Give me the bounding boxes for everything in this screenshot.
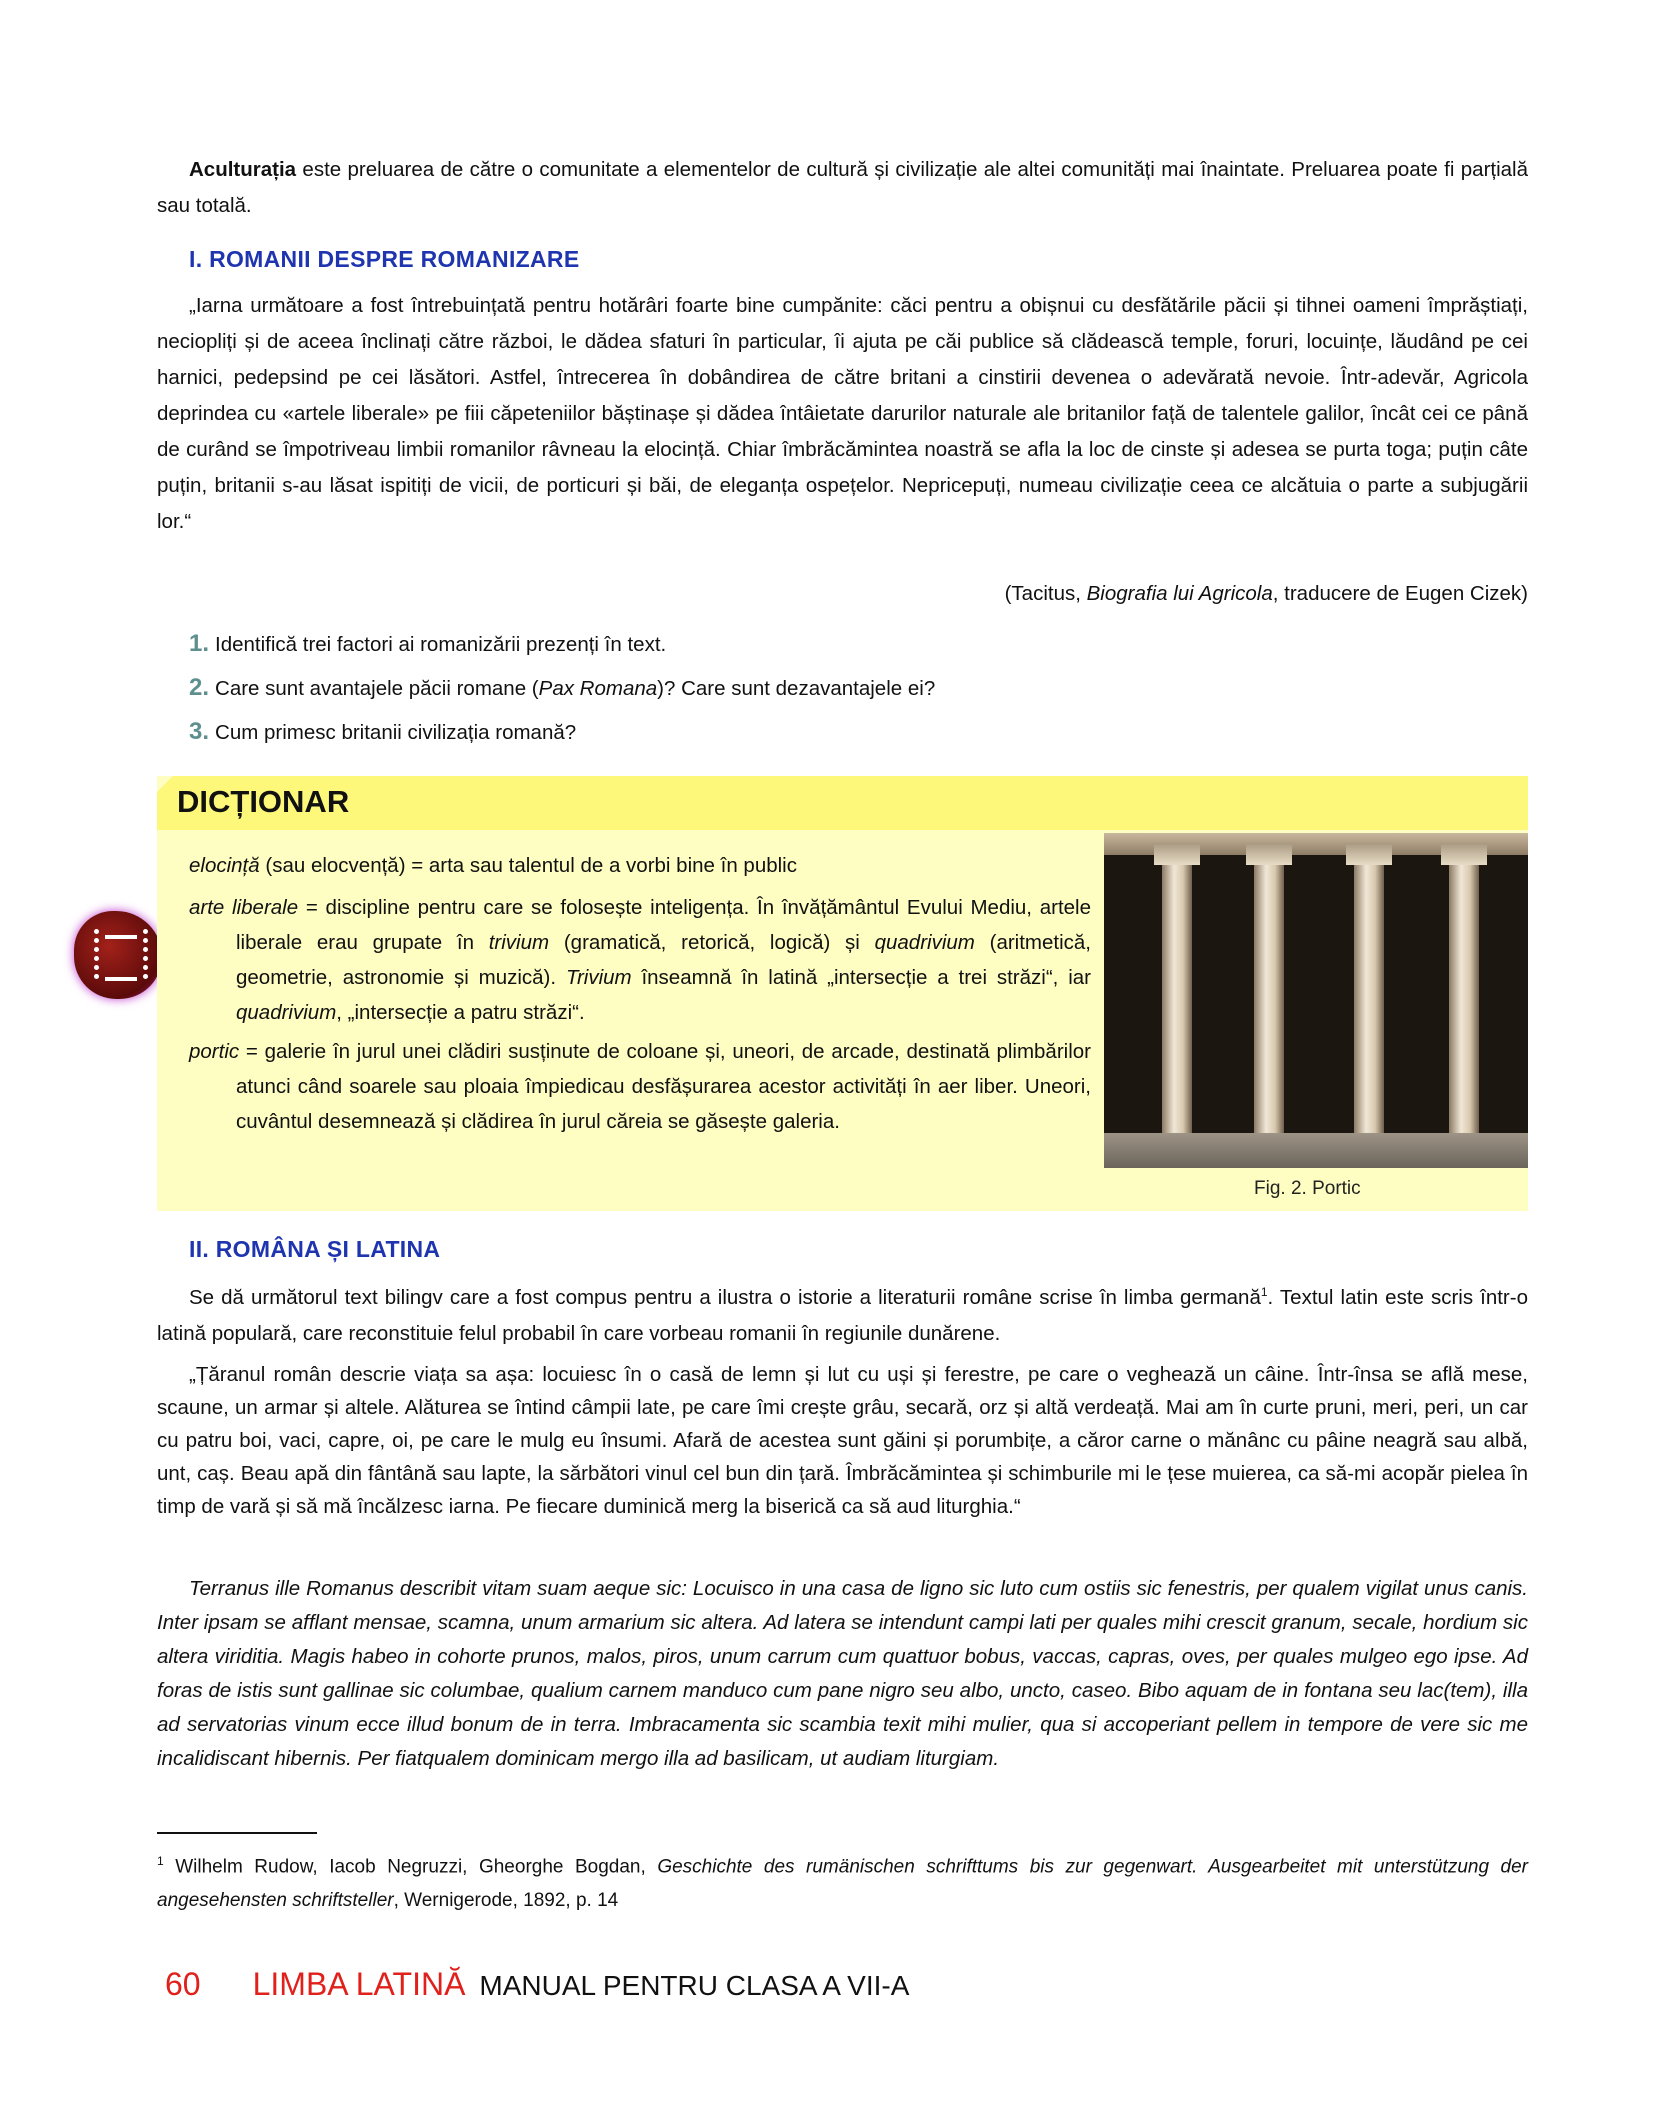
latin-text: Terranus ille Romanus describit vitam suam aeque sic: Locuisco in una casa de ligno sic luto cum ostiis sic fenestris, per qualem vigilat unus canis. Inter ipsam se afflant mensae, scamna, unum armarium sic altera. Ad latera se intendunt campi lati per quales mihi crescit granum, secale, hordium sic altera viriditia. Magis habeo in cohorte prunos, malos, piros, unum carrum cum quattuor bobus, vaccas, capras, oves, per quales mulgeo ego ipse. Ad foras de istis sunt gallinae sic columbae, qualium carnem manduco cum pane nigro seu albo, uncto, caseo. Bibo aquam de in fontana seu lac(tem), illa ad servatorias vinum ecce illud bonum de in terra. Imbracamenta sic scambia texit mihi mulier, qua si accoperiant pellem in tempore de vere sic me incalidiscant hibernis. Per fiatqualem dominicam mergo illa ad basilicam, ut audiam liturgiam. (157, 1577, 1528, 1770)
romanian-text: „Țăranul român descrie viața sa așa: locuiesc în o casă de lemn și lut cu uși și ferestre, pe care o veghează un câine. Într-însa se află mese, scaune, un armar și altele. Alăturea se întind câmpii late, pe care îmi crește grâu, secară, orz și altă verdeață. Mai am în curte pruni, meri, peri, un car cu patru boi, vaci, capre, oi, pe care le mulg eu însumi. Afară de acestea sunt găini și porumbițe, a căror carne o mănânc cu pâine neagră sau albă, unt, caș. Beau apă din fântână sau lapte, la sărbători vinul cel bun din țară. Îmbrăcămintea și schimburile mi le țese muierea, ca să-mi acopăr pielea în timp de vară și să mă încălzesc iarna. Pe fiecare duminică merg la biserică ca să aud liturghia.“ (157, 1363, 1528, 1518)
question-number: 3. (189, 718, 210, 745)
page-number: 60 (165, 1966, 201, 2002)
dictionary-entry-portic: portic = galerie în jurul unei clădiri susținute de coloane și, uneori, de arcade, destinată plimbărilor atunci când soarele sau ploaia împiedicau desfășurarea acestor activități în aer liber. Uneori, cuvântul desemnează și clădirea în jurul căreia se găsește galeria. (189, 1040, 1091, 1133)
dictionary-entry-arte-liberale: arte liberale = discipline pentru care se folosește inteligența. În învățământul Evului Mediu, artele liberale erau grupate în trivium (gramatică, retorică, logică) și quadrivium (aritmetică, geometrie, astronomie și muzică). Trivium înseamnă în latină „intersecție a trei străzi“, iar quadrivium, „intersecție a patru străzi“. (189, 896, 1091, 1024)
footer-subject: LIMBA LATINĂ (252, 1966, 466, 2002)
section-heading-romana-latina: II. ROMÂNA ȘI LATINA (189, 1236, 441, 1262)
dictionary-box (157, 776, 1528, 1211)
question-number: 2. (189, 674, 210, 701)
tacitus-quote: „Iarna următoare a fost întrebuințată pentru hotărâri foarte bine cumpănite: căci pentru a obișnui cu desfătările păcii și tihnei oameni împrăștiați, neciopliți și de aceea înclinați către război, le dădea sfaturi în particular, îi ajuta pe căi publice să clădească temple, foruri, locuințe, lăudând pe cei harnici, pedepsind pe cei lăsători. Astfel, întrecerea în dobândirea de către britani a cinstirii devenea o adevărată nevoie. Într-adevăr, Agricola deprindea cu «artele liberale» pe fiii căpeteniilor băștinașe și dădea întâietate darurilor naturale ale britanilor față de talentele galilor, încât cei ce până de curând se împotriveau limbii romanilor râvneau la elocință. Chiar îmbrăcămintea noastră se afla la loc de cinste și adesea se purta toga; puțin câte puțin, britanii s-au lăsat ispitiți de vicii, de porticuri și băi, de eleganța ospețelor. Nepricepuți, numeau civilizație ceea ce alcătuia o parte a subjugării lor.“ (157, 294, 1528, 533)
footnote-divider (157, 1832, 317, 1834)
section-heading-romanization: I. ROMANII DESPRE ROMANIZARE (189, 246, 580, 272)
intro-text: este preluarea de către o comunitate a elementelor de cultură și civilizație ale altei comunități mai înaintate. Preluarea poate fi parțială sau totală. (157, 158, 1528, 217)
footnote-ref[interactable]: 1 (1260, 1285, 1268, 1299)
question-3: 3. Cum primesc britanii civilizația romană? (189, 718, 577, 745)
question-2: 2. Care sunt avantajele păcii romane (Pax Romana)? Care sunt dezavantajele ei? (189, 674, 936, 701)
page-footer (165, 1966, 909, 2003)
dictionary-title: DICȚIONAR (177, 784, 350, 819)
question-number: 1. (189, 630, 210, 657)
portico-photo (1104, 833, 1528, 1168)
dictionary-entry-elocinta: elocință (sau elocvență) = arta sau talentul de a vorbi bine în public (189, 854, 797, 877)
footnote: $^1$ Wilhelm Rudow, Iacob Negruzzi, Gheorghe Bogdan, Geschichte des rumänischen schrifttums bis zur gegenwart. Ausgearbeitet mit unterstützung der angesehensten schriftsteller, Wernigerode, 1892, p. 14 (157, 1854, 1528, 1912)
footer-subtitle: MANUAL PENTRU CLASA A VII-A (479, 1970, 910, 2001)
intro-paragraph (157, 152, 1528, 224)
citation-title: Biografia lui Agricola (1086, 582, 1273, 605)
section2-intro: Se dă următorul text bilingv care a fost compus pentru a ilustra o istorie a literaturii române scrise în limba germană$^1$. Textul latin este scris într-o latină populară, care reconstituie felul probabil în care vorbeau romanii în regiunile dunărene. (157, 1285, 1528, 1345)
film-icon[interactable] (74, 911, 162, 999)
intro-term: Aculturația (189, 158, 297, 181)
citation: (Tacitus, Biografia lui Agricola, traducere de Eugen Cizek) (1004, 582, 1528, 605)
figure-caption: Fig. 2. Portic (1254, 1178, 1361, 1199)
question-1: 1. Identifică trei factori ai romanizării prezenți în text. (189, 630, 667, 657)
dictionary-header (157, 776, 1528, 830)
